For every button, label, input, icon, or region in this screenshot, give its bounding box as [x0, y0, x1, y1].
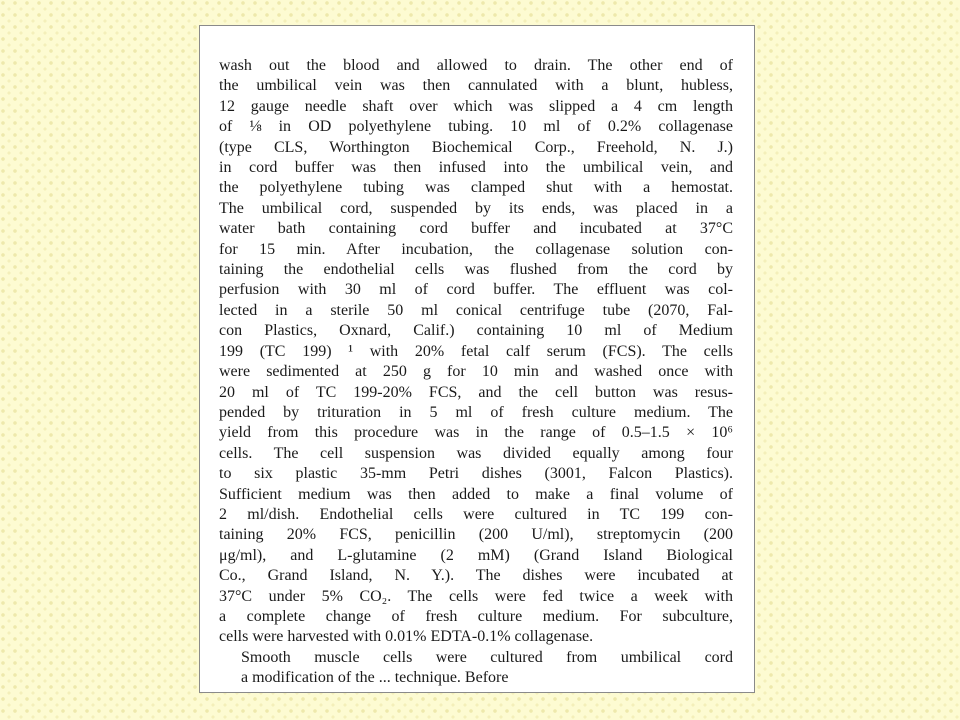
text-line: (type CLS, Worthington Biochemical Corp., Freehold, N. J.)	[219, 138, 733, 156]
paragraph-1	[219, 56, 733, 648]
text-line: μg/ml), and L-glutamine (2 mM) (Grand Island Biological	[219, 546, 733, 564]
text-line: a modification of the ... technique. Before	[241, 669, 509, 687]
text-line: the umbilical vein was then cannulated with a blunt, hubless,	[219, 77, 733, 95]
text-line: yield from this procedure was in the range of 0.5–1.5 × 10⁶	[219, 424, 733, 442]
paragraph-2	[219, 648, 733, 689]
text-line: the polyethylene tubing was clamped shut with a hemostat.	[219, 179, 733, 197]
text-line: pended by trituration in 5 ml of fresh culture medium. The	[219, 403, 733, 421]
text-line: were sedimented at 250 g for 10 min and washed once with	[219, 363, 733, 381]
text-line: 2 ml/dish. Endothelial cells were cultured in TC 199 con-	[219, 505, 733, 523]
text-line: taining the endothelial cells was flushed from the cord by	[219, 261, 733, 279]
text-line: 20 ml of TC 199-20% FCS, and the cell button was resus-	[219, 383, 733, 401]
text-line: The umbilical cord, suspended by its ends, was placed in a	[219, 199, 733, 217]
text-line: in cord buffer was then infused into the umbilical vein, and	[219, 159, 733, 177]
text-line: 12 gauge needle shaft over which was slipped a 4 cm length	[219, 97, 733, 115]
text-line: 37°C under 5% CO₂. The cells were fed twice a week with	[219, 587, 733, 605]
text-line: water bath containing cord buffer and incubated at 37°C	[219, 220, 733, 238]
text-line: Sufficient medium was then added to make a final volume of	[219, 485, 733, 503]
text-line: 199 (TC 199) ¹ with 20% fetal calf serum (FCS). The cells	[219, 342, 733, 360]
text-line: lected in a sterile 50 ml conical centrifuge tube (2070, Fal-	[219, 301, 733, 319]
text-line: a complete change of fresh culture medium. For subculture,	[219, 607, 733, 625]
text-line: perfusion with 30 ml of cord buffer. The effluent was col-	[219, 281, 733, 299]
text-line: cells were harvested with 0.01% EDTA-0.1% collagenase.	[219, 628, 594, 646]
text-line: cells. The cell suspension was divided equally among four	[219, 444, 733, 462]
text-line: Smooth muscle cells were cultured from umbilical cord	[241, 648, 733, 666]
text-line: of ⅛ in OD polyethylene tubing. 10 ml of 0.2% collagenase	[219, 118, 733, 136]
text-line: taining 20% FCS, penicillin (200 U/ml), streptomycin (200	[219, 526, 733, 544]
text-line: Co., Grand Island, N. Y.). The dishes were incubated at	[219, 567, 733, 585]
document-page	[199, 25, 755, 693]
body-text	[219, 56, 733, 689]
text-line: wash out the blood and allowed to drain. The other end of	[219, 57, 733, 74]
text-line: for 15 min. After incubation, the collagenase solution con-	[219, 240, 733, 258]
text-line: to six plastic 35-mm Petri dishes (3001, Falcon Plastics).	[219, 465, 733, 483]
text-line: con Plastics, Oxnard, Calif.) containing 10 ml of Medium	[219, 322, 733, 340]
